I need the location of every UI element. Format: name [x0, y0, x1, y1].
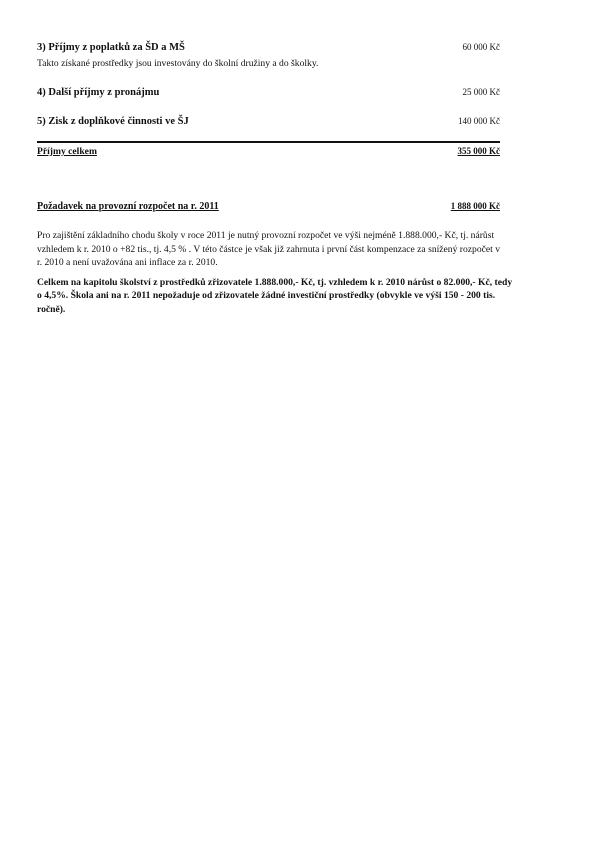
income-row-fees: [37, 42, 500, 53]
income-label-rental: 4) Další příjmy z pronájmu: [37, 87, 160, 98]
income-row-rental: [37, 87, 500, 98]
income-note-fees: Takto získané prostředky jsou investovány do školní družiny a do školky.: [37, 58, 319, 69]
income-amount-canteen: 140 000 Kč: [458, 116, 500, 126]
summary-paragraph: Celkem na kapitolu školství z prostředků zřizovatele 1.888.000,- Kč, tj. vzhledem k r. 2010 nárůst o 82.000,- Kč, tedy o 4,5%. Škola ani na r. 2011 nepožaduje od zřizovatele žádné investiční prostředky (obvykle ve výši 150 - 200 tis. ročně).: [37, 277, 513, 315]
total-label: Příjmy celkem: [37, 146, 97, 157]
income-amount-fees: 60 000 Kč: [462, 42, 500, 52]
requirement-row: [37, 201, 500, 212]
requirement-label: Požadavek na provozní rozpočet na r. 2011: [37, 201, 219, 212]
total-divider: [37, 141, 500, 143]
budget-paragraph: Pro zajištění základního chodu školy v roce 2011 je nutný provozní rozpočet ve výši nejméně 1.888.000,- Kč, tj. nárůst vzhledem k r. 2010 o +82 tis., tj. 4,5 % . V této částce je však již zahrnuta i první část kompenzace za snížený rozpočet v r. 2010 a není uvažována ani inflace za r. 2010.: [37, 230, 501, 268]
total-row: [37, 146, 500, 157]
income-label-canteen: 5) Zisk z doplňkové činnosti ve ŠJ: [37, 116, 189, 127]
total-amount: 355 000 Kč: [457, 146, 500, 156]
income-amount-rental: 25 000 Kč: [462, 87, 500, 97]
income-label-fees: 3) Příjmy z poplatků za ŠD a MŠ: [37, 42, 185, 53]
requirement-amount: 1 888 000 Kč: [450, 201, 500, 211]
income-row-canteen: [37, 116, 500, 127]
